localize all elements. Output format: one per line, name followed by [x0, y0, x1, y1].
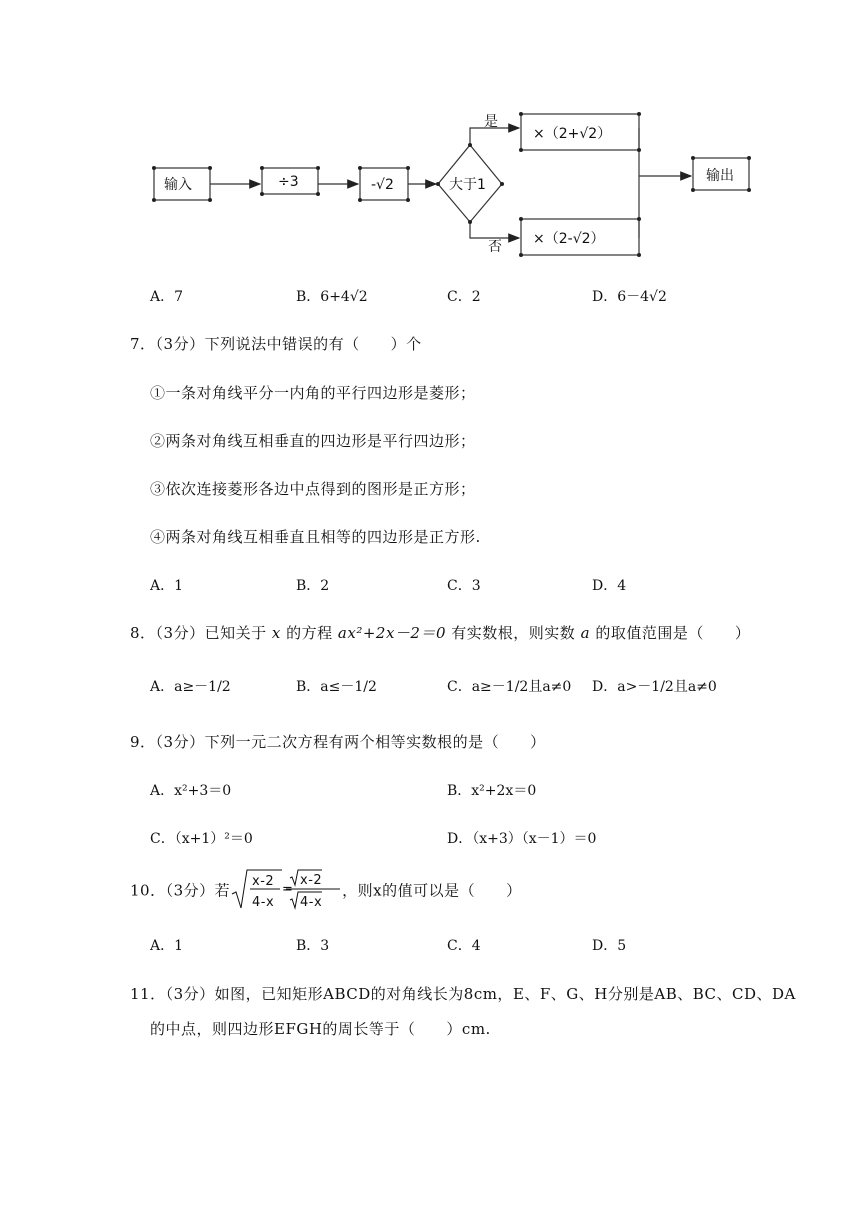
yes-op-label: ×（2+√2）: [533, 126, 612, 142]
q8-stem-prefix: 8．（3分）已知关于: [130, 624, 267, 642]
q9-option-d: D．（x+3）（x－1）＝0: [447, 831, 597, 847]
q8-var-x: x: [271, 624, 281, 642]
q6-option-b: B．6+4√2: [296, 289, 368, 305]
q7-option-d: D．4: [592, 578, 627, 594]
svg-text:x-2: x-2: [300, 873, 323, 888]
input-label: 输入: [164, 177, 192, 193]
minus-sqrt2-label: -√2: [371, 177, 394, 193]
q6-option-d: D．6－4√2: [592, 289, 667, 305]
q9-option-c: C．（x+1）²＝0: [150, 831, 253, 847]
q10-option-d: D．5: [592, 938, 627, 954]
no-label: 否: [488, 239, 502, 255]
q6-option-c: C．2: [447, 289, 481, 305]
q8-stem-suffix: 有实数根，则实数: [451, 624, 576, 642]
q7-option-c: C．3: [447, 578, 481, 594]
q8-stem-mid: 的方程: [286, 624, 333, 642]
q10-option-b: B．3: [296, 938, 330, 954]
q7-stem: 7．（3分）下列说法中错误的有（ ）个: [130, 335, 422, 353]
div3-label: ÷3: [278, 174, 299, 190]
q10-stem: [130, 868, 522, 912]
q10-option-a: A．1: [150, 938, 184, 954]
svg-text:=: =: [282, 882, 294, 897]
q7-option-a: A．1: [150, 578, 184, 594]
q10-stem-prefix: 10．（3分）若: [130, 881, 231, 900]
q8-stem: [130, 622, 750, 643]
q8-var-a: a: [580, 624, 591, 642]
q10-option-c: C．4: [447, 938, 481, 954]
q10-stem-suffix: ，则x的值可以是（ ）: [342, 881, 522, 900]
svg-text:x-2: x-2: [252, 874, 275, 889]
q11-line-2: 的中点，则四边形EFGH的周长等于（ ）cm.: [150, 1020, 491, 1038]
q7-statement-2: ②两条对角线互相垂直的四边形是平行四边形；: [150, 432, 476, 450]
q9-option-b: B．x²+2x＝0: [447, 783, 537, 799]
q7-option-b: B．2: [296, 578, 330, 594]
q7-statement-1: ①一条对角线平分一内角的平行四边形是菱形；: [150, 384, 476, 402]
q8-stem-end: 的取值范围是（ ）: [595, 624, 751, 642]
q6-option-a: A．7: [150, 289, 184, 305]
q10-radical-formula: [230, 868, 342, 912]
q8-option-b: B．a≤－1/2: [296, 679, 377, 695]
q8-option-a: A．a≥－1/2: [150, 679, 231, 695]
q7-statement-3: ③依次连接菱形各边中点得到的图形是正方形；: [150, 480, 476, 498]
q7-statement-4: ④两条对角线互相垂直且相等的四边形是正方形.: [150, 528, 481, 546]
q9-option-a: A．x²+3＝0: [150, 783, 232, 799]
q8-option-c: C．a≥－1/2且a≠0: [447, 679, 572, 695]
q9-stem: 9．（3分）下列一元二次方程有两个相等实数根的是（ ）: [130, 733, 546, 751]
svg-text:4-x: 4-x: [300, 895, 323, 910]
q11-line-1: 11．（3分）如图，已知矩形ABCD的对角线长为8cm，E、F、G、H分别是AB、BC、CD、DA: [130, 985, 796, 1003]
svg-text:4-x: 4-x: [252, 895, 275, 910]
q8-equation: ax²+2x－2＝0: [337, 624, 446, 642]
output-label: 输出: [706, 168, 734, 184]
flowchart: [0, 0, 860, 270]
condition-label: 大于1: [449, 177, 486, 193]
q8-option-d: D．a>－1/2且a≠0: [592, 679, 717, 695]
no-op-label: ×（2-√2）: [533, 231, 605, 247]
yes-label: 是: [484, 114, 498, 130]
